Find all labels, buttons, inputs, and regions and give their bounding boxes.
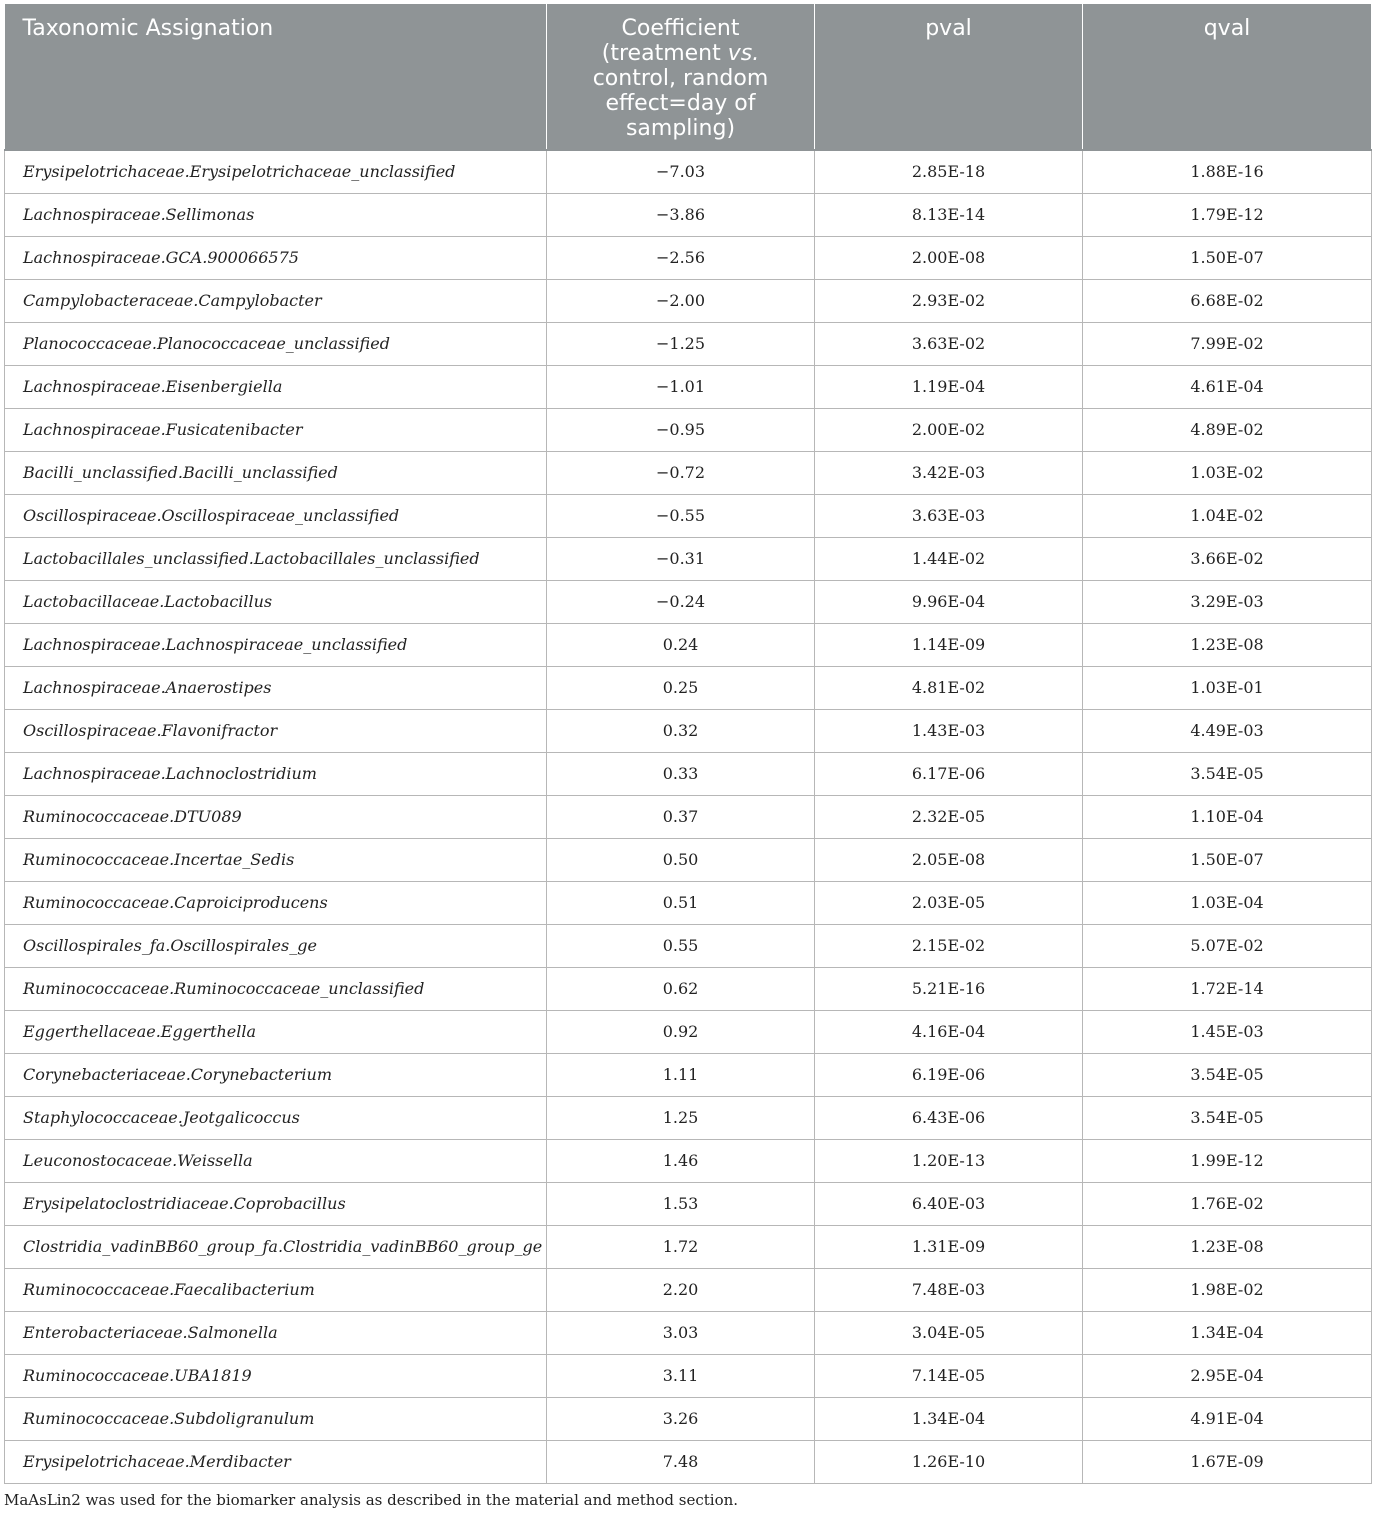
table-row bbox=[5, 365, 1372, 408]
cell-pval: 6.17E-06 bbox=[815, 752, 1083, 795]
table-row bbox=[5, 1354, 1372, 1397]
table-row bbox=[5, 924, 1372, 967]
cell-qval: 1.03E-04 bbox=[1083, 881, 1372, 924]
table-row bbox=[5, 236, 1372, 279]
header-pval: pval bbox=[815, 4, 1083, 150]
cell-qval: 1.88E-16 bbox=[1083, 150, 1372, 193]
cell-taxon: Leuconostocaceae.Weissella bbox=[5, 1139, 547, 1182]
header-row bbox=[5, 4, 1372, 150]
cell-pval: 2.85E-18 bbox=[815, 150, 1083, 193]
table-footnote: MaAsLin2 was used for the biomarker analysis as described in the material and method section. bbox=[4, 1491, 739, 1509]
table-row bbox=[5, 494, 1372, 537]
cell-coefficient: 1.11 bbox=[547, 1053, 815, 1096]
cell-taxon: Ruminococcaceae.Ruminococcaceae_unclassified bbox=[5, 967, 547, 1010]
cell-coefficient: −2.56 bbox=[547, 236, 815, 279]
cell-coefficient: 1.72 bbox=[547, 1225, 815, 1268]
cell-taxon: Clostridia_vadinBB60_group_fa.Clostridia_vadinBB60_group_ge bbox=[5, 1225, 547, 1268]
cell-taxon: Lachnospiraceae.Lachnospiraceae_unclassified bbox=[5, 623, 547, 666]
cell-taxon: Oscillospiraceae.Flavonifractor bbox=[5, 709, 547, 752]
cell-qval: 4.49E-03 bbox=[1083, 709, 1372, 752]
cell-taxon: Lachnospiraceae.Fusicatenibacter bbox=[5, 408, 547, 451]
table-row bbox=[5, 1139, 1372, 1182]
cell-pval: 3.04E-05 bbox=[815, 1311, 1083, 1354]
cell-taxon: Enterobacteriaceae.Salmonella bbox=[5, 1311, 547, 1354]
table-row bbox=[5, 451, 1372, 494]
cell-taxon: Lactobacillales_unclassified.Lactobacillales_unclassified bbox=[5, 537, 547, 580]
cell-pval: 6.43E-06 bbox=[815, 1096, 1083, 1139]
table-container bbox=[4, 4, 1371, 1484]
cell-qval: 1.76E-02 bbox=[1083, 1182, 1372, 1225]
cell-coefficient: 0.32 bbox=[547, 709, 815, 752]
cell-coefficient: 0.24 bbox=[547, 623, 815, 666]
cell-pval: 1.20E-13 bbox=[815, 1139, 1083, 1182]
table-row bbox=[5, 279, 1372, 322]
cell-taxon: Ruminococcaceae.Incertae_Sedis bbox=[5, 838, 547, 881]
header-coefficient-vs: vs. bbox=[727, 41, 760, 66]
table-row bbox=[5, 795, 1372, 838]
cell-pval: 2.93E-02 bbox=[815, 279, 1083, 322]
cell-qval: 3.29E-03 bbox=[1083, 580, 1372, 623]
cell-taxon: Erysipelotrichaceae.Erysipelotrichaceae_unclassified bbox=[5, 150, 547, 193]
table-row bbox=[5, 838, 1372, 881]
cell-taxon: Lachnospiraceae.Anaerostipes bbox=[5, 666, 547, 709]
cell-qval: 3.54E-05 bbox=[1083, 1053, 1372, 1096]
cell-taxon: Ruminococcaceae.Faecalibacterium bbox=[5, 1268, 547, 1311]
table-row bbox=[5, 623, 1372, 666]
table-row bbox=[5, 1268, 1372, 1311]
cell-coefficient: 1.53 bbox=[547, 1182, 815, 1225]
cell-coefficient: −3.86 bbox=[547, 193, 815, 236]
cell-qval: 2.95E-04 bbox=[1083, 1354, 1372, 1397]
cell-qval: 1.10E-04 bbox=[1083, 795, 1372, 838]
table-row bbox=[5, 1053, 1372, 1096]
cell-pval: 3.42E-03 bbox=[815, 451, 1083, 494]
cell-taxon: Oscillospirales_fa.Oscillospirales_ge bbox=[5, 924, 547, 967]
cell-taxon: Lachnospiraceae.Lachnoclostridium bbox=[5, 752, 547, 795]
cell-qval: 5.07E-02 bbox=[1083, 924, 1372, 967]
cell-coefficient: −0.72 bbox=[547, 451, 815, 494]
cell-qval: 1.79E-12 bbox=[1083, 193, 1372, 236]
table-body bbox=[5, 150, 1372, 1483]
cell-coefficient: −0.24 bbox=[547, 580, 815, 623]
cell-coefficient: −7.03 bbox=[547, 150, 815, 193]
cell-coefficient: 3.03 bbox=[547, 1311, 815, 1354]
cell-qval: 1.34E-04 bbox=[1083, 1311, 1372, 1354]
cell-qval: 1.72E-14 bbox=[1083, 967, 1372, 1010]
cell-qval: 1.67E-09 bbox=[1083, 1440, 1372, 1483]
cell-qval: 3.54E-05 bbox=[1083, 1096, 1372, 1139]
cell-qval: 7.99E-02 bbox=[1083, 322, 1372, 365]
cell-taxon: Ruminococcaceae.DTU089 bbox=[5, 795, 547, 838]
cell-qval: 4.89E-02 bbox=[1083, 408, 1372, 451]
table-row bbox=[5, 322, 1372, 365]
cell-coefficient: 2.20 bbox=[547, 1268, 815, 1311]
cell-qval: 1.99E-12 bbox=[1083, 1139, 1372, 1182]
cell-taxon: Erysipelatoclostridiaceae.Coprobacillus bbox=[5, 1182, 547, 1225]
table-row bbox=[5, 1311, 1372, 1354]
cell-pval: 5.21E-16 bbox=[815, 967, 1083, 1010]
table-row bbox=[5, 537, 1372, 580]
cell-taxon: Ruminococcaceae.Caproiciproducens bbox=[5, 881, 547, 924]
cell-pval: 6.40E-03 bbox=[815, 1182, 1083, 1225]
cell-qval: 3.66E-02 bbox=[1083, 537, 1372, 580]
cell-qval: 4.91E-04 bbox=[1083, 1397, 1372, 1440]
cell-pval: 2.05E-08 bbox=[815, 838, 1083, 881]
cell-coefficient: −0.95 bbox=[547, 408, 815, 451]
cell-qval: 3.54E-05 bbox=[1083, 752, 1372, 795]
cell-pval: 1.14E-09 bbox=[815, 623, 1083, 666]
cell-taxon: Bacilli_unclassified.Bacilli_unclassified bbox=[5, 451, 547, 494]
cell-coefficient: 1.46 bbox=[547, 1139, 815, 1182]
cell-qval: 1.50E-07 bbox=[1083, 838, 1372, 881]
cell-qval: 4.61E-04 bbox=[1083, 365, 1372, 408]
header-qval: qval bbox=[1083, 4, 1372, 150]
cell-coefficient: −0.31 bbox=[547, 537, 815, 580]
header-coefficient-post: control, random effect=day of sampling) bbox=[592, 66, 769, 141]
cell-pval: 2.00E-08 bbox=[815, 236, 1083, 279]
cell-coefficient: 7.48 bbox=[547, 1440, 815, 1483]
cell-taxon: Lachnospiraceae.Sellimonas bbox=[5, 193, 547, 236]
cell-taxon: Ruminococcaceae.UBA1819 bbox=[5, 1354, 547, 1397]
cell-pval: 7.14E-05 bbox=[815, 1354, 1083, 1397]
cell-taxon: Corynebacteriaceae.Corynebacterium bbox=[5, 1053, 547, 1096]
cell-qval: 1.23E-08 bbox=[1083, 1225, 1372, 1268]
cell-pval: 1.31E-09 bbox=[815, 1225, 1083, 1268]
cell-qval: 1.04E-02 bbox=[1083, 494, 1372, 537]
table-row bbox=[5, 752, 1372, 795]
cell-pval: 9.96E-04 bbox=[815, 580, 1083, 623]
cell-taxon: Eggerthellaceae.Eggerthella bbox=[5, 1010, 547, 1053]
cell-pval: 1.26E-10 bbox=[815, 1440, 1083, 1483]
table-row bbox=[5, 1182, 1372, 1225]
table-row bbox=[5, 1397, 1372, 1440]
cell-coefficient: 0.37 bbox=[547, 795, 815, 838]
table-row bbox=[5, 1440, 1372, 1483]
cell-coefficient: 1.25 bbox=[547, 1096, 815, 1139]
cell-qval: 1.23E-08 bbox=[1083, 623, 1372, 666]
cell-coefficient: 3.26 bbox=[547, 1397, 815, 1440]
cell-pval: 4.81E-02 bbox=[815, 666, 1083, 709]
table-row bbox=[5, 580, 1372, 623]
cell-coefficient: 0.51 bbox=[547, 881, 815, 924]
cell-coefficient: −1.01 bbox=[547, 365, 815, 408]
cell-coefficient: −1.25 bbox=[547, 322, 815, 365]
cell-taxon: Staphylococcaceae.Jeotgalicoccus bbox=[5, 1096, 547, 1139]
cell-pval: 1.34E-04 bbox=[815, 1397, 1083, 1440]
table-row bbox=[5, 709, 1372, 752]
header-coefficient bbox=[547, 4, 815, 150]
cell-pval: 1.44E-02 bbox=[815, 537, 1083, 580]
table-row bbox=[5, 1010, 1372, 1053]
cell-pval: 3.63E-03 bbox=[815, 494, 1083, 537]
cell-pval: 6.19E-06 bbox=[815, 1053, 1083, 1096]
cell-taxon: Planococcaceae.Planococcaceae_unclassified bbox=[5, 322, 547, 365]
header-coefficient-pre: Coefficient (treatment bbox=[601, 16, 740, 66]
cell-coefficient: 0.62 bbox=[547, 967, 815, 1010]
cell-pval: 1.19E-04 bbox=[815, 365, 1083, 408]
cell-taxon: Erysipelotrichaceae.Merdibacter bbox=[5, 1440, 547, 1483]
table-row bbox=[5, 1225, 1372, 1268]
table-row bbox=[5, 967, 1372, 1010]
cell-coefficient: 0.33 bbox=[547, 752, 815, 795]
table-row bbox=[5, 193, 1372, 236]
cell-pval: 3.63E-02 bbox=[815, 322, 1083, 365]
cell-taxon: Campylobacteraceae.Campylobacter bbox=[5, 279, 547, 322]
biomarker-table bbox=[4, 4, 1372, 1484]
table-row bbox=[5, 666, 1372, 709]
cell-qval: 6.68E-02 bbox=[1083, 279, 1372, 322]
table-row bbox=[5, 408, 1372, 451]
cell-coefficient: 3.11 bbox=[547, 1354, 815, 1397]
cell-qval: 1.03E-02 bbox=[1083, 451, 1372, 494]
cell-taxon: Lactobacillaceae.Lactobacillus bbox=[5, 580, 547, 623]
cell-coefficient: 0.25 bbox=[547, 666, 815, 709]
cell-taxon: Oscillospiraceae.Oscillospiraceae_unclassified bbox=[5, 494, 547, 537]
cell-pval: 4.16E-04 bbox=[815, 1010, 1083, 1053]
cell-pval: 8.13E-14 bbox=[815, 193, 1083, 236]
cell-coefficient: 0.55 bbox=[547, 924, 815, 967]
cell-taxon: Lachnospiraceae.Eisenbergiella bbox=[5, 365, 547, 408]
cell-pval: 2.03E-05 bbox=[815, 881, 1083, 924]
cell-qval: 1.45E-03 bbox=[1083, 1010, 1372, 1053]
cell-taxon: Ruminococcaceae.Subdoligranulum bbox=[5, 1397, 547, 1440]
table-row bbox=[5, 150, 1372, 193]
cell-pval: 2.32E-05 bbox=[815, 795, 1083, 838]
cell-coefficient: 0.50 bbox=[547, 838, 815, 881]
cell-taxon: Lachnospiraceae.GCA.900066575 bbox=[5, 236, 547, 279]
header-taxonomic-assignation: Taxonomic Assignation bbox=[5, 4, 547, 150]
table-row bbox=[5, 1096, 1372, 1139]
cell-pval: 2.00E-02 bbox=[815, 408, 1083, 451]
cell-coefficient: −0.55 bbox=[547, 494, 815, 537]
cell-qval: 1.50E-07 bbox=[1083, 236, 1372, 279]
cell-qval: 1.98E-02 bbox=[1083, 1268, 1372, 1311]
cell-coefficient: −2.00 bbox=[547, 279, 815, 322]
cell-qval: 1.03E-01 bbox=[1083, 666, 1372, 709]
cell-pval: 2.15E-02 bbox=[815, 924, 1083, 967]
table-row bbox=[5, 881, 1372, 924]
cell-coefficient: 0.92 bbox=[547, 1010, 815, 1053]
cell-pval: 7.48E-03 bbox=[815, 1268, 1083, 1311]
cell-pval: 1.43E-03 bbox=[815, 709, 1083, 752]
